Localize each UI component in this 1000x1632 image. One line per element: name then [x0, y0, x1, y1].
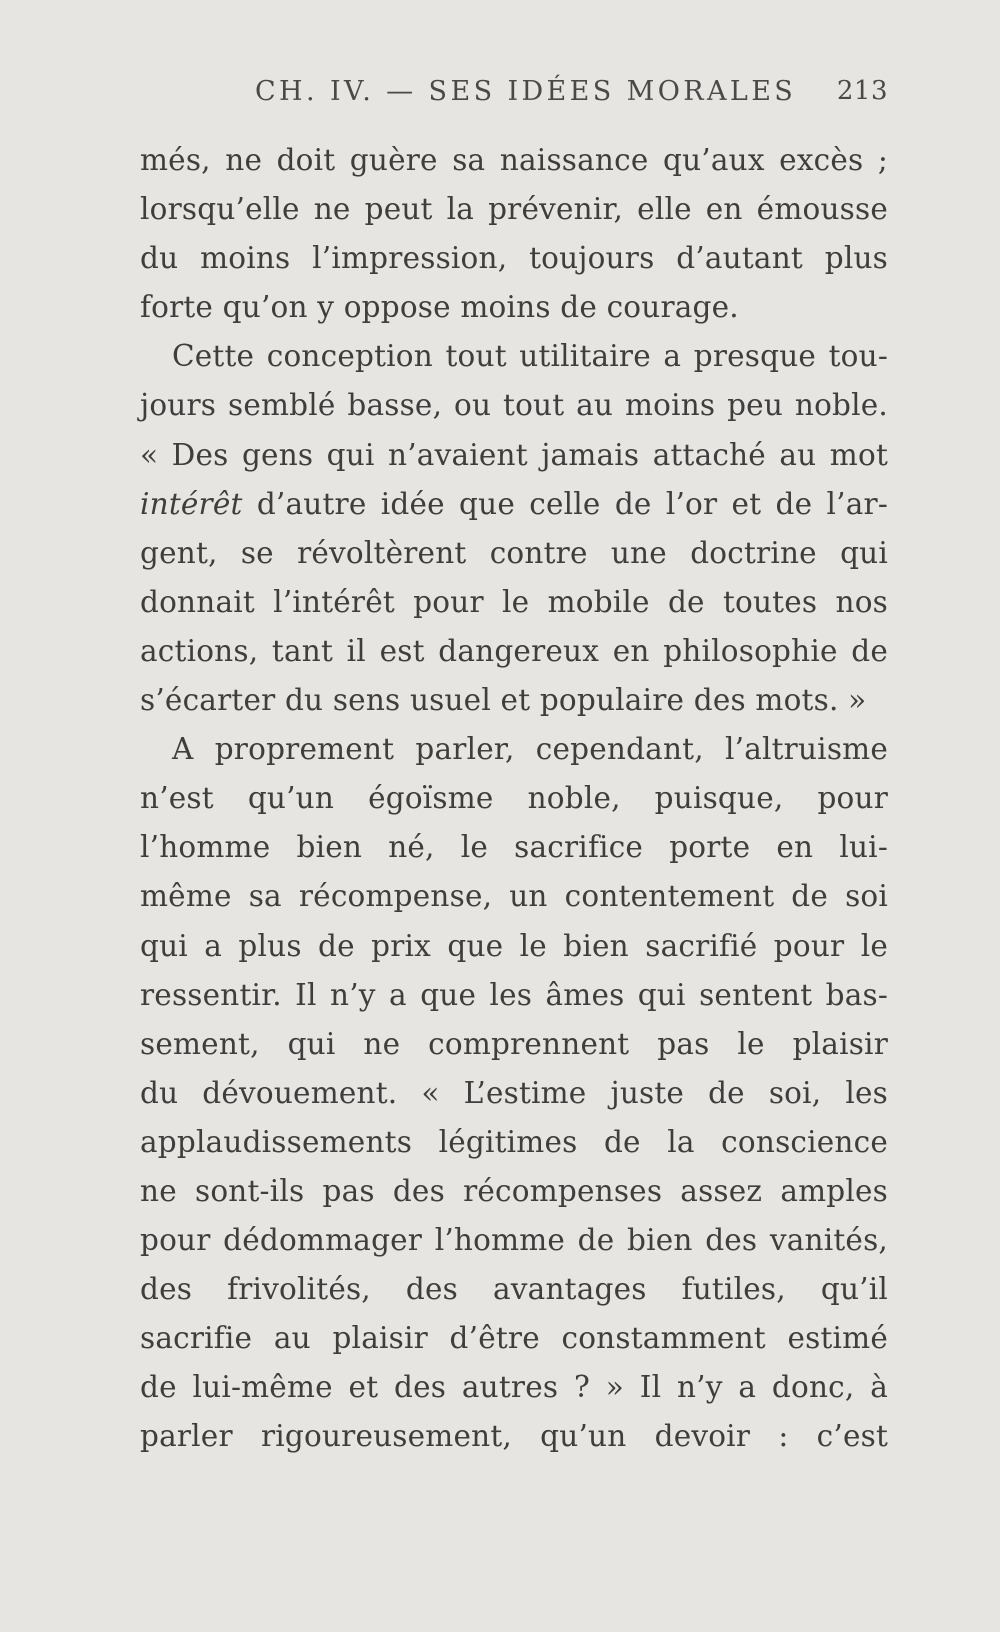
- text-line: parler rigoureusement, qu’un devoir : c’est: [140, 1419, 888, 1454]
- text-line: de lui-même et des autres ? » Il n’y a donc, à: [140, 1370, 888, 1405]
- text-line: pour dédommager l’homme de bien des vanités,: [140, 1223, 888, 1258]
- text-line: Cette conception tout utilitaire a presque tou-: [172, 339, 888, 374]
- text-line: du dévouement. « L’estime juste de soi, les: [140, 1075, 888, 1110]
- text-line: du moins l’impression, toujours d’autant plus: [140, 241, 888, 276]
- page-number: 213: [836, 76, 888, 106]
- text-line: même sa récompense, un contentement de soi: [140, 879, 888, 914]
- text-line: qui a plus de prix que le bien sacrifié pour le: [140, 928, 888, 963]
- text-line: applaudissements légitimes de la conscience: [140, 1124, 888, 1159]
- text-line: « Des gens qui n’avaient jamais attaché au mot: [140, 437, 888, 472]
- line-rest: d’autre idée que celle de l’or et de l’ar-: [242, 486, 888, 521]
- running-title: CH. IV. — SES IDÉES MORALES: [255, 76, 797, 107]
- text-line: l’homme bien né, le sacrifice porte en lui-: [140, 830, 888, 865]
- text-line: [140, 480, 888, 529]
- italic-word: intérêt: [140, 486, 243, 521]
- text-line: més, ne doit guère sa naissance qu’aux excès ;: [140, 143, 888, 177]
- text-line: des frivolités, des avantages futiles, qu’il: [140, 1272, 888, 1307]
- text-line: gent, se révoltèrent contre une doctrine qui: [140, 535, 888, 570]
- text-line: ne sont-ils pas des récompenses assez amples: [140, 1173, 888, 1208]
- text-line: jours semblé basse, ou tout au moins peu noble.: [140, 388, 888, 423]
- text-line: sement, qui ne comprennent pas le plaisir: [140, 1026, 888, 1061]
- text-line: A proprement parler, cependant, l’altruisme: [172, 732, 888, 767]
- text-line: s’écarter du sens usuel et populaire des mots. »: [140, 683, 867, 718]
- text-line: actions, tant il est dangereux en philosophie de: [140, 633, 888, 668]
- running-head: [140, 76, 888, 116]
- text-line: n’est qu’un égoïsme noble, puisque, pour: [140, 781, 888, 816]
- text-line: sacrifie au plaisir d’être constamment estimé: [140, 1321, 888, 1356]
- text-line: donnait l’intérêt pour le mobile de toutes nos: [140, 584, 888, 619]
- body-text: [140, 136, 888, 1462]
- text-line: lorsqu’elle ne peut la prévenir, elle en émousse: [140, 192, 888, 227]
- text-line: forte qu’on y oppose moins de courage.: [140, 290, 739, 325]
- text-line: ressentir. Il n’y a que les âmes qui sentent bas-: [140, 977, 888, 1012]
